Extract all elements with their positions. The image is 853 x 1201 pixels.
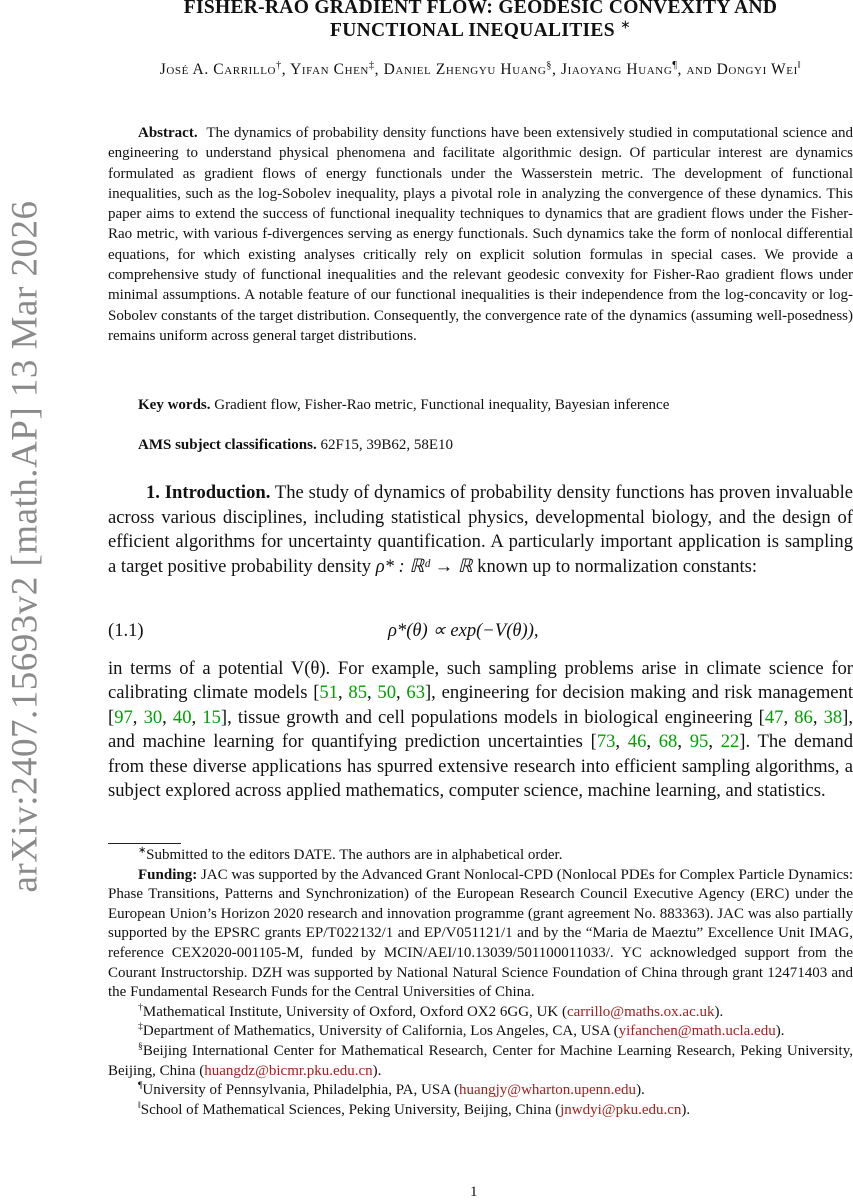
- author-mark: †: [276, 59, 282, 71]
- equation-body: ρ*(θ) ∝ exp(−V(θ)),: [388, 620, 539, 641]
- footnote-mark: †: [138, 1001, 143, 1013]
- citation-link[interactable]: 97: [114, 706, 133, 728]
- keywords-text: Gradient flow, Fisher-Rao metric, Functional inequality, Bayesian inference: [214, 397, 670, 413]
- footnotes: [108, 846, 853, 1120]
- citation-link[interactable]: 95: [689, 731, 709, 753]
- footnote-mark: ∗: [138, 845, 147, 856]
- keywords-label: Key words.: [138, 397, 211, 413]
- author-sep: ,: [374, 61, 384, 78]
- author: Dongyi Wei: [716, 61, 798, 78]
- text: ).: [636, 1082, 645, 1099]
- ams-classifications: [108, 435, 853, 455]
- email-link[interactable]: huangjy@wharton.upenn.edu: [458, 1082, 637, 1099]
- title-text: FUNCTIONAL INEQUALITIES: [330, 20, 615, 41]
- paper-title: [108, 0, 853, 42]
- text: ).: [714, 1003, 724, 1020]
- equation-number: (1.1): [108, 620, 144, 641]
- intro-math: ρ* : ℝᵈ → ℝ: [375, 555, 473, 577]
- citation-link[interactable]: 63: [406, 682, 425, 704]
- affiliation-text: Department of Mathematics, University of California, Los Angeles, CA, USA (: [142, 1023, 619, 1040]
- text: ], engineering for decision making and risk management [: [108, 682, 853, 728]
- section-heading: Introduction.: [164, 482, 271, 503]
- email-link[interactable]: yifanchen@math.ucla.edu: [618, 1023, 776, 1040]
- abstract-text: The dynamics of probability density functions have been extensively studied in computational science and engineering to understand physical phenomena and facilitate algorithmic design. Of particular interest are dynamics formulated as gradient flows of energy functionals under the Wasserstein metric. The development of functional inequalities, such as the log-Sobolev inequality, plays a pivotal role in analyzing the convergence of these dynamics. This paper aims to extend the success of functional inequality techniques to dynamics that are gradient flows under the Fisher-Rao metric, with various f-divergences serving as energy functionals. Such dynamics take the form of nonlocal differential equations, for which existing analyses critically rely on explicit solution formulas in special cases. We provide a comprehensive study of functional inequalities and the relevant geodesic convexity for Fisher-Rao gradient flows under minimal assumptions. A notable feature of our functional inequalities is their independence from the log-concavity or log-Sobolev constants of the target distribution. Consequently, the convergence rate of the dynamics (assuming well-posedness) remains uniform across general target distributions.: [108, 125, 853, 344]
- section-number: 1.: [146, 482, 160, 503]
- footnote-mark: §: [138, 1040, 143, 1052]
- affiliation-text: Beijing International Center for Mathematical Research, Center for Machine Learning Research, Peking University, Beijing, China (: [108, 1042, 853, 1079]
- text: ]. The demand from these diverse applications has spurred extensive research into efficient sampling algorithms, a subject explored across applied mathematics, computer science, machine learning, and statistics.: [108, 731, 853, 802]
- citation-link[interactable]: 40: [172, 706, 192, 728]
- footnote-mark: ¶: [138, 1080, 143, 1092]
- email-link[interactable]: huangdz@bicmr.pku.edu.cn: [204, 1062, 373, 1079]
- citation-link[interactable]: 73: [596, 731, 616, 753]
- ams-label: AMS subject classifications.: [138, 437, 317, 453]
- author-mark: §: [546, 59, 553, 71]
- author-mark: ¶: [672, 59, 678, 71]
- author-list: [108, 57, 853, 82]
- affiliation-text: School of Mathematical Sciences, Peking University, Beijing, China (: [140, 1101, 561, 1118]
- citation-link[interactable]: 50: [377, 682, 396, 704]
- funding-text: JAC was supported by the Advanced Grant Nonlocal-CPD (Nonlocal PDEs for Complex Particle Dynamics: Phase Transitions, Patterns and Synchronization) of the European Research Council Executive Agency (ERC) under the European Union’s Horizon 2020 research and innovation programme (grant agreement No. 883363). JAC was also partially supported by the EPSRC grants EP/T022132/1 and EP/V051121/1 and by the “Maria de Maeztu” Excellence Unit IMAG, reference CEX2020-001105-M, funded by MCIN/AEI/10.13039/501100011033/. YC acknowledged support from the Courant Instructorship. DZH was supported by National Natural Science Foundation of China through grant 12471403 and the Fundamental Research Funds for the Central Universities of China.: [108, 866, 853, 1001]
- citation-link[interactable]: 22: [720, 731, 740, 753]
- abstract: [108, 123, 853, 346]
- title-line-2: [108, 19, 853, 42]
- footnote-affiliation: [108, 1042, 853, 1081]
- footnote-affiliation: [108, 1101, 853, 1121]
- author-sep: , and: [677, 61, 717, 78]
- funding-label: Funding:: [138, 866, 198, 883]
- citation-link[interactable]: 15: [202, 706, 221, 728]
- text: in terms of a potential V(θ). For example, such sampling problems arise in climate science for calibrating climate models [: [108, 658, 853, 704]
- footnote-affiliation: [108, 1003, 853, 1023]
- citation-link[interactable]: 47: [764, 706, 784, 728]
- author-mark: ‡: [368, 59, 375, 71]
- author-sep: ,: [281, 61, 291, 78]
- text: ).: [372, 1062, 382, 1079]
- text: ], tissue growth and cell populations models in biological engineering [: [220, 706, 765, 728]
- footnote-affiliation: [108, 1081, 853, 1101]
- citation-link[interactable]: 38: [823, 706, 843, 728]
- affiliation-text: University of Pennsylvania, Philadelphia, PA, USA (: [142, 1082, 459, 1099]
- footnote-affiliation: [108, 1022, 853, 1042]
- author: Jiaoyang Huang: [560, 61, 673, 78]
- page-number: 1: [470, 1184, 478, 1200]
- citation-link[interactable]: 30: [143, 706, 163, 728]
- citation-link[interactable]: 68: [658, 731, 678, 753]
- citation-link[interactable]: 86: [794, 706, 813, 728]
- title-footnote-mark: ∗: [620, 17, 631, 32]
- title-line-1: FISHER-RAO GRADIENT FLOW: GEODESIC CONVEXITY AND: [183, 0, 778, 18]
- author-mark: ‖: [797, 59, 802, 71]
- introduction-paragraph: [108, 481, 853, 579]
- citation-link[interactable]: 46: [627, 731, 647, 753]
- abstract-label: Abstract.: [138, 125, 198, 141]
- text: ).: [775, 1023, 785, 1040]
- email-link[interactable]: jnwdyi@pku.edu.cn: [560, 1101, 682, 1118]
- footnote-submitted: [108, 846, 853, 866]
- citation-link[interactable]: 85: [348, 682, 367, 704]
- intro-text-end: known up to normalization constants:: [477, 555, 758, 577]
- affiliation-text: Mathematical Institute, University of Oxford, Oxford OX2 6GG, UK (: [142, 1003, 567, 1020]
- text: ], and machine learning for quantifying prediction uncertainties [: [108, 706, 853, 753]
- footnote-text: Submitted to the editors DATE. The authors are in alphabetical order.: [146, 847, 563, 863]
- footnote-rule: [108, 843, 181, 844]
- keywords: [108, 395, 853, 415]
- ams-text: 62F15, 39B62, 58E10: [320, 437, 454, 453]
- author: Daniel Zhengyu Huang: [383, 61, 547, 78]
- footnote-mark: ‡: [138, 1021, 143, 1033]
- author: José A. Carrillo: [159, 61, 277, 78]
- intro-text: The study of dynamics of probability density functions has proven invaluable across various disciplines, including statistical physics, developmental biology, and the design of efficient algorithms for uncertainty quantification. A particularly important application is sampling a target positive probability density: [108, 482, 853, 577]
- author: Yifan Chen: [290, 61, 369, 78]
- paragraph-2: in terms of a potential V(θ). For example, such sampling problems arise in climate science for calibrating climate models [51, 85, 50, 63], engineering for decision making and risk management [97, 30, 40, 15], tissue growth and cell populations models in biological engineering [47, 86, 38], and machine learning for quantifying prediction uncertainties [73, 46, 68, 95, 22]. The demand from these diverse applications has spurred extensive research into efficient sampling algorithms, a subject explored across applied mathematics, computer science, machine learning, and statistics.: [108, 658, 853, 802]
- citation-link[interactable]: 51: [319, 682, 338, 704]
- footnote-funding: [108, 866, 853, 1003]
- author-sep: ,: [552, 61, 561, 78]
- arxiv-stamp: arXiv:2407.15693v2 [math.AP] 13 Mar 2026: [4, 200, 46, 893]
- text: ).: [681, 1101, 691, 1118]
- email-link[interactable]: carrillo@maths.ox.ac.uk: [566, 1003, 715, 1020]
- footnote-mark: ‖: [138, 1099, 141, 1111]
